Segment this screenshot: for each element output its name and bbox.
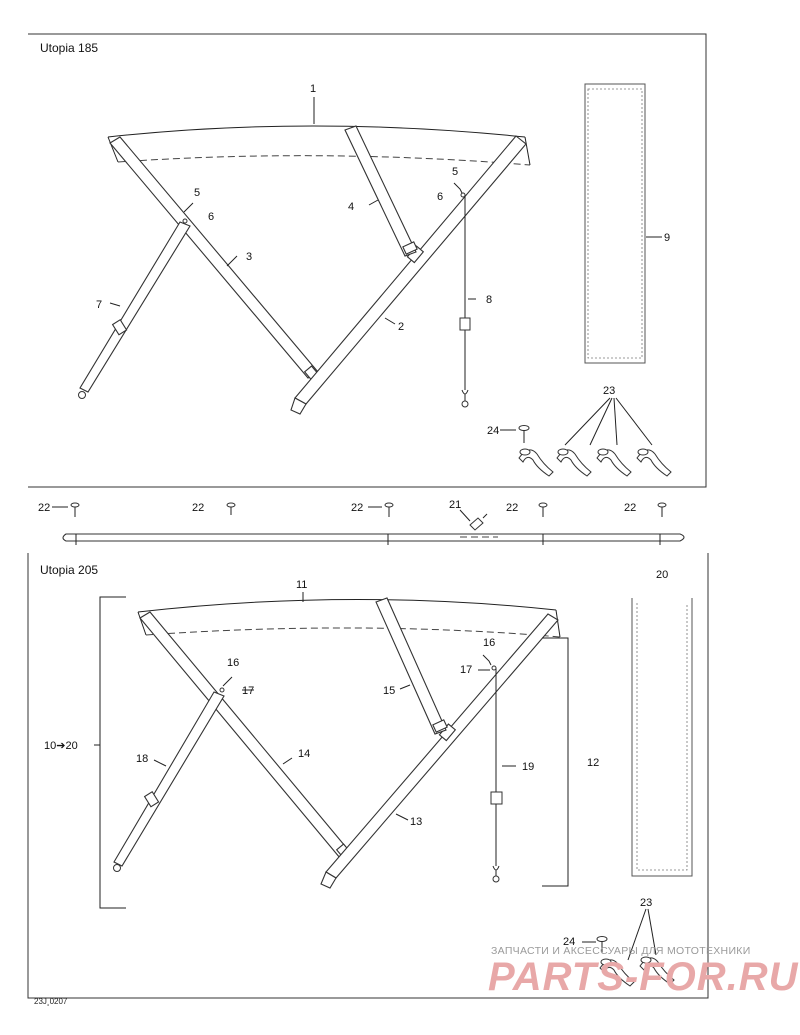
callout-11: 11	[296, 579, 308, 591]
callout-17: 17	[242, 685, 255, 697]
bottom-section-frame	[28, 553, 708, 998]
callout-22: 22	[192, 502, 205, 514]
figure-code: 23J¸0207	[34, 997, 68, 1006]
callout-16: 16	[227, 657, 240, 669]
callout-9: 9	[664, 232, 671, 244]
callout-7: 7	[96, 299, 103, 311]
callout-2: 2	[398, 321, 405, 333]
side-curtain-panel	[585, 84, 645, 363]
deck-clip	[637, 449, 671, 476]
callout-12: 12	[587, 757, 600, 769]
callout-23: 23	[603, 385, 616, 397]
section-title-utopia-185: Utopia 185	[40, 41, 99, 55]
callout-21: 21	[449, 499, 462, 511]
callout-22: 22	[624, 502, 637, 514]
callout-14: 14	[298, 748, 311, 760]
fastener-points	[183, 183, 465, 223]
bimini-canvas-top	[108, 126, 530, 165]
top-leader-lines	[110, 97, 662, 445]
track-rail	[63, 534, 684, 545]
callout-22: 22	[351, 502, 364, 514]
callout-22: 22	[506, 502, 519, 514]
callout-15: 15	[383, 685, 396, 697]
front-bow-tube	[140, 612, 353, 861]
callout-18: 18	[136, 753, 149, 765]
callout-6: 6	[208, 211, 215, 223]
callout-1: 1	[310, 83, 317, 95]
callout-10-20: 10➔20	[44, 740, 78, 752]
callout-16: 16	[483, 637, 496, 649]
assembly-bracket-12	[542, 638, 568, 886]
callout-24: 24	[487, 425, 500, 437]
watermark-logo: PARTS-FOR.RU	[488, 955, 799, 999]
callout-8: 8	[486, 294, 493, 306]
callout-5: 5	[452, 166, 459, 178]
bimini-canvas-top	[138, 599, 560, 637]
screw-icon	[227, 503, 235, 515]
main-bow-tube	[291, 136, 526, 414]
rear-support-tube	[345, 126, 417, 256]
watermark-tagline: ЗАПЧАСТИ И АКСЕССУАРЫ ДЛЯ МОТОТЕХНИКИ	[491, 945, 751, 957]
callout-5: 5	[194, 187, 201, 199]
rear-support-tube	[376, 598, 447, 734]
fastener-points	[220, 655, 496, 692]
callout-13: 13	[410, 816, 423, 828]
callout-22: 22	[38, 502, 51, 514]
callout-6: 6	[437, 191, 444, 203]
callout-20: 20	[656, 569, 669, 581]
screw-icon	[71, 503, 79, 517]
section-title-utopia-205: Utopia 205	[40, 563, 99, 577]
callout-24: 24	[563, 936, 576, 948]
deck-clip	[597, 449, 631, 476]
front-bow-tube	[110, 137, 321, 383]
adjustable-strap	[460, 195, 470, 407]
callout-23: 23	[640, 897, 653, 909]
callout-4: 4	[348, 201, 355, 213]
side-curtain-panel	[632, 598, 692, 876]
deck-clip	[519, 449, 553, 476]
main-bow-tube	[321, 614, 558, 888]
adjustable-strap	[491, 668, 502, 882]
screw-icon	[539, 503, 547, 517]
rail-leader-lines	[52, 507, 470, 521]
mounting-clips-group-top	[519, 426, 671, 477]
callout-19: 19	[522, 761, 535, 773]
rail-stopper-icon	[470, 514, 487, 530]
screw-icon	[658, 503, 666, 517]
callout-17: 17	[460, 664, 473, 676]
screw-icon	[519, 426, 529, 444]
callout-3: 3	[246, 251, 253, 263]
deck-clip	[557, 449, 591, 476]
screw-icon	[385, 503, 393, 517]
lower-leg-tube	[114, 692, 225, 872]
